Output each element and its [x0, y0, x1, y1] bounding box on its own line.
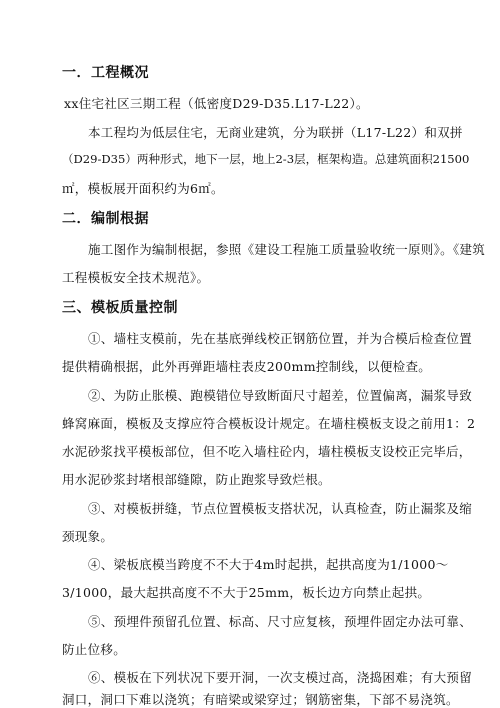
quality-item2-line-2: 蜂窝麻面，模板及支撑应符合模板设计规定。在墙柱模板支设之前用1：2: [62, 416, 476, 431]
overview-line-2: 本工程均为低层住宅，无商业建筑，分为联拼（L17-L22）和双拼: [88, 125, 463, 140]
quality-item1-line-1: ①、墙柱支模前，先在基底弹线校正钢筋位置，并为合模后检查位置: [88, 331, 473, 346]
basis-line-2: 工程模板安全技术规范》。: [62, 270, 210, 285]
section-heading-overview: 一．工程概况: [62, 65, 149, 81]
quality-item3-line-1: ③、对模板拼缝，节点位置模板支搭状况，认真检查，防止漏浆及缩: [88, 501, 473, 516]
quality-item6-line-1: ⑥、模板在下列状况下要开洞，一次支模过高，浇捣困难；有大预留: [88, 670, 473, 685]
quality-item1-line-2: 提供精确根据，此外再弹距墙柱表皮200mm控制线，以便检查。: [62, 359, 432, 374]
quality-item4-line-1: ④、梁板底模当跨度不不大于4m时起拱，起拱高度为1/1000～: [88, 557, 449, 572]
quality-item3-line-2: 颈现象。: [62, 529, 114, 544]
quality-item5-line-2: 防止位移。: [62, 642, 127, 657]
section-heading-quality-control: 三、模板质量控制: [62, 300, 178, 316]
overview-line-4: ㎡，模板展开面积约为6㎡。: [62, 181, 224, 196]
quality-item2-line-3: 水泥砂浆找平模板部位，但不吃入墙柱砼内，墙柱模板支设校正完毕后，: [62, 444, 472, 459]
overview-line-3: （D29-D35）两种形式，地下一层，地上2-3层，框架构造。总建筑面积21500: [62, 152, 470, 166]
section-heading-basis: 二．编制根据: [62, 211, 149, 227]
basis-line-1: 施工图作为编制根据，参照《建设工程施工质量验收统一原则》。《建筑: [88, 242, 486, 257]
quality-item2-line-1: ②、为防止胀模、跑模错位导致断面尺寸超差，位置偏离，漏浆导致: [88, 388, 473, 403]
quality-item4-line-2: 3/1000，最大起拱高度不不大于25mm，板长边方向禁止起拱。: [62, 585, 431, 600]
quality-item2-line-4: 用水泥砂浆封堵根部缝隙，防止跑浆导致烂根。: [62, 472, 331, 487]
quality-item6-line-2: 洞口，洞口下难以浇筑；有暗梁或梁穿过；钢筋密集，下部不易浇筑。: [62, 692, 459, 707]
quality-item5-line-1: ⑤、预埋件预留孔位置、标高、尺寸应复核，预埋件固定办法可靠、: [88, 614, 473, 629]
overview-line-1: xx住宅社区三期工程（低密度D29-D35.L17-L22）。: [64, 96, 369, 111]
